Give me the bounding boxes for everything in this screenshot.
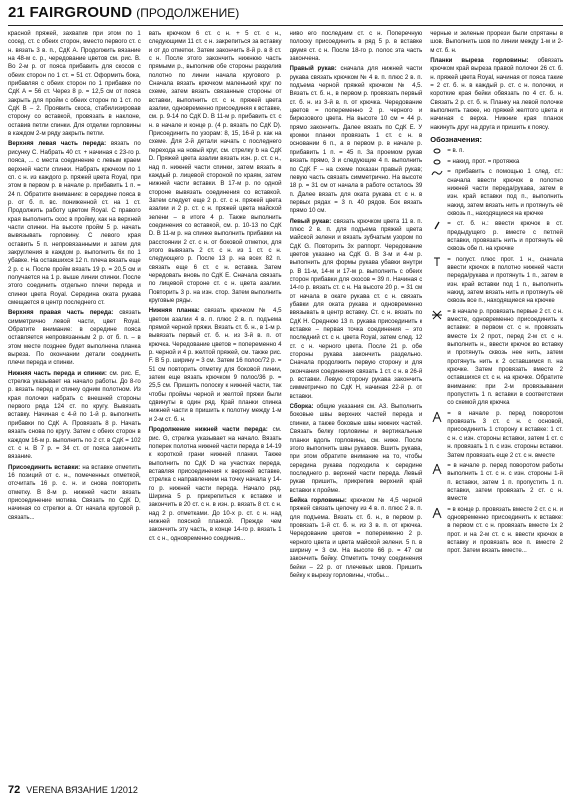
- paragraph-text: вязать по рисунку С. Набрать 40 ст. + начиная с 23-го р. пояса, ... с места соединение с левым краем верхней части спинки. Набрать крючком по 1 сп. с н. из каждого р. пряжей цвета Royal, при этом в первом р. в начале р. прибавить 1 п. = 24 п. Обратите внимание: в середине пояса в р. от б. п. вс. пониженной ст. на 1 ст. Продолжить работу цветом Royal. С правого края выполнить скос в пройму, как на верхней части спинки. На высоте пройм 5 р. начать вывязывать горловину. С левого края оставить 5 п. непровязанными и затем для закругления в каждом р. выполнить 6х по 1 убавке. На оставшихся 12 п. плеча вязать еще 2 р. с н. После пройм вязать 19 р. = 20,5 см и получается на 1 р. выше линии спинки. После этого соединить отдельно плечи переда и спинки цвета Royal. Середина оката рукава смещается в центр последнего ст.: [8, 140, 141, 306]
- column-4: [430, 30, 563, 778]
- section-heading: Левый рукав:: [289, 217, 332, 225]
- legend-item: [430, 256, 563, 306]
- paragraph: [430, 30, 563, 55]
- page-number: 72: [8, 784, 21, 796]
- legend-item: [430, 147, 563, 155]
- paragraph: [149, 307, 282, 424]
- legend-text: = накид, прот. = протяжка: [447, 157, 520, 165]
- paragraph: [149, 426, 282, 543]
- legend-text: = в начале р. перед поворотом работы выполнить 1 ст. с н. с изн. стороны 1-й п. вставки, затем 1 п. пропустить 1 п. вставки, затем провязать 2 ст. с н. вместе: [447, 461, 563, 503]
- legend-item: [430, 410, 563, 460]
- paragraph: [290, 65, 423, 215]
- paragraph: [290, 30, 423, 63]
- section-heading: Нижняя планка:: [148, 307, 200, 315]
- paragraph: [8, 140, 141, 307]
- legend-text: = полуст. плюс прот. 1 н., сначала ввести крючок в полотно нижней части переда/рукава и протянуть 1 п., затем в изн. край вставки под 1 п., выполнить накид, затем вязать нить и протянуть её сквозь все п., находящиеся на крючке: [447, 255, 563, 305]
- legend-item: [430, 308, 563, 408]
- paragraph: [149, 30, 282, 305]
- legend-item: [430, 462, 563, 504]
- text-columns: [8, 30, 563, 778]
- paragraph: [8, 370, 141, 462]
- legend-text: = прибавить с помощью 1 след. ст.: сначала ввести крючок в полотно нижней части переда/рукава, затем в изн. край вставки под п., выполнить накид, затем вязать нить и протянуть её сквозь п., находящиеся на крючке: [447, 168, 563, 217]
- paragraph-text: см. рис. Е, стрелка указывает на начало работы. До 8-го р. вязать перед и спинку одним полотном. Из края полочки набрать с внешней стороны первого ряда 124 ст. по кругу. Вывязать вставку. Начиная с 4-й по 1-й р. выполнить прибавки по СдК А. Провязать 8 р. Начать вязать снова по кругу. Затем с обеих сторон в каждом 16-м р. выполнить по 2 ст. в СдК = 102 ст. с н. В 7 р. = 34 ст. от пояса закончить вязание.: [8, 369, 141, 461]
- crochet-symbol-icon: [430, 462, 444, 475]
- section-heading: Нижняя часть переда и спинки:: [8, 369, 107, 377]
- paragraph-text: черные и зеленые прорези были спрятаны в шов. Выполнить шов по линии между 1-м и 2-м ст. б. н.: [430, 30, 563, 54]
- paragraph-text: вать крючком 6 ст. с н. + 5 ст. с н., следующими 11 ст. с н. закрепиться за вставку и от до отметки. Затем закончить 8-й р. в 8 ст. с н. После этого закончить нижнюю часть прямыми р., выполнив обе стороны разделив полотно по линии начала кругового р. Сначала вязать крючком маленький круг по схеме, затем вязать связанные стороны от вставки, выполнить ст. с н. пряжей цвета азалии, одновременно присоединяя к вставке, см. р. 9-14 по СдК D. В 11-м р. прибавить ст. с н. в начале и конце р. (4 р. вязать по СдК D). Присоединить по узорам: 8, 15, 16-й р. как на схеме. Для 2-й детали начать с последнего перехода на новый круг, см. стрелку b на СдК D. Пряжей цвета азалии вязать изн. р. ст. с н., над п. нижней части спинки, затем вязать в каждый р. лицевой стороной по краям, затем нижней части вставки. В 17-м р. по одной стороне вывязать соединения со вставкой. Затем следует еще 2 р. ст. с н. пряжей цвета азалии и 2 р. ст. с н. пряжей цвета майской зелени – в итоге 4 р. Также выполнить соединения со вставкой, см. р. 10-13 по СдК D. В 11-м р. на спинке выполнить прибавки на расстоянии 2 ст. с н. от боковой отметки, для этого вывязать 2 ст. с н. из 1 ст. с н. следующего р. После 13 р. на всех 82 п. связать еще 6 ст. с н. вставка. Затем чередовать вновь по СдК Е. Сначала связать по лицевой стороне ст. с н. цвета азалии. Повторить 3 р. на изн. стор. Затем выполнить круговые ряды.: [148, 30, 282, 304]
- legend-item: [430, 158, 563, 166]
- paragraph-text: ниво его последним ст. с н. Поперечную полоску присоединить в ряд 5 р. в вставке двумя ст. с н. После 18-го р. полос эта часть закончена.: [289, 30, 423, 63]
- legend-heading: Обозначения:: [430, 135, 482, 145]
- paragraph: [290, 403, 423, 495]
- section-heading: Продолжение нижней части переда:: [148, 426, 268, 434]
- column-2: [149, 30, 282, 778]
- paragraph-text: красной пряжей, захватив при этом по 1 сосед. ст. с обеих сторон, вместо первого ст. с н. вязать 3 в. п., СдК А. Продолжить вязание на 48-м с. р., чередование цветов см. рис. В. Во 2-м р. от пояса прибавить для скосов с обеих сторон по 1 ст. = 51 ст. Оформить бока, прибавляя с обеих сторон по 1 прибавке по СдК А = 56 ст. Через 8 р. = 12,5 см от пояса закрыть для пройм с обеих сторон по 1 ст. по СдК В – 2. Проявить скоса, стабилизировав сторону со вставкой, провязать в наклоне, оставив петли спинки. Для отделки горловины в каждом 2-м ряду закрыть петли.: [8, 30, 141, 138]
- legend-text: = в. п.: [447, 147, 465, 155]
- page-subtitle: (ПРОДОЛЖЕНИЕ): [136, 6, 240, 20]
- paragraph-text: см. рис. G, стрелка указывает на начало. Вязать поперек полотна нижней части переда в 14-19 к короткой грани нижней планки. Также выполнить по СдК D на участках переда, вставляя присоединения к верхней вставке, стрелка с направлением на точку начала у 14-го р. нижней части переда. Начало ряд. Ширина 5 р. прикрепиться к вставке и закончить в 20 ст. с н. в изн. р. вязать 8 ст. с н. над 2 р. отметками. До 10-х р. ст. с н. над нижней поясной планкой. Прежде чем закончить эту часть, в конце 14-го р. вязать 1 ст. с н., одновременно соединив...: [148, 426, 282, 542]
- legend-text: = в начале р. перед поворотом провязать 3 ст. с н. с основой, присоединить 1 сторону к вставке: 1 ст. с н. с изн. стороны вставки, затем 1 ст. с н. провязать 1 п. с изн. стороны вставки. Затем провязать еще 2 ст. с н. вместе: [447, 409, 563, 459]
- section-heading: Планки выреза горловины:: [430, 57, 529, 65]
- crochet-symbol-icon: [430, 158, 444, 165]
- paragraph-text: связать крючком цвета 11 в. п. плюс 2 в. п. для подъема пряжей цвета майской зелени и вязать зубчатым узором по СдК G. Повторить 3х раппорт. Чередование цветов указано на СдК G. В 3-м и 4-м р. выполнить для формы рукава убавки внутри р. В 11-м, 14-м и 17-м р. выполнить с обеих сторон прибавки для скосов = 39 п. Начиная с 14-го р. вязать ст. с н. На высоте 20 р. = 31 см от начала в окате рукава ст. с н. связать убавки для оката рукава и одновременно ввязывать в центр вставку. Ст. с н. вязать по СдК Н. Среднюю 13 п. рукава присоединить к вставке – первая точка соединения – это последний ст. с н. цвета Royal, затем след. 12 ст. с н. черного цвета. После 21 р. обе стороны рукава закончить раздельно. Сначала продолжить первую сторону и для окончания соединения связать 1 ст. с н. в 26-й р. вставки. Левую сторону рукава закончить симметрично по СдК Н, начиная 22-й р. от вставки.: [289, 217, 423, 400]
- legend-text: = в начале р. провязать первые 2 ст. с н. вместе, одновременно присоединить к вставке: в первом ст. с н. провязать вместе 1х 2 прот., перед 2-м ст. с н. выполнить н., ввести крючок во вставку и протянуть сквозь нее нить, затем протянуть нить к 2 оставшимся п. на крючке. Затем провязать вместе 2 оставшихся ст. с н. на крючке. Обратите внимание: при 2-м провязывании пропустить 1 п. вставки в соответствии со схемой для крючка: [447, 307, 563, 407]
- paragraph-text: общие указания см. А3. Выполнить боковые швы верхних частей переда и спинки, а также боковые швы нижних частей. Связать белку горловины и вертикальные планки вдоль горловины, см. ниже. После этого выполнить швы рукавов. Вшить рукава, при этом обратите внимание на то, чтобы середина рукава подходила к середине последнего р. верхней части переда. Левый рукав пришить, прикрепив верхний край вставки к пройме.: [289, 403, 423, 494]
- paragraph: [8, 464, 141, 522]
- legend-item: [430, 220, 563, 253]
- crochet-symbol-icon: [430, 308, 444, 321]
- page-title: 21 FAIRGROUND: [8, 4, 133, 21]
- section-heading: Верхняя левая часть переда:: [8, 140, 107, 148]
- crochet-symbol-icon: [430, 256, 444, 267]
- paragraph-text: сначала для нижней части рукава связать крючком № 4 в. п. плюс 2 в. п. подъема черной пряжей крючком № 4,5. Вязать ст. б. н., в первом р. провязать первый ст. б. н. из 3-й в. п. от крючка. Чередование цветов = попеременно 2 р. черного и бирюзового цвета. На высоте 10 см = 44 р. прямо закончить. Далее вязать по СдК Е. У кромки планки провязать 1 ст. с н. в основании 6 п., а в первом р. в начале р. прибавить 1 п. = 45 п. За проемом рукав вязать прямо, 3 и следующие 4 п. выполнить по СдК F – на схеме показан правый рукав; левую часть связать симметрично. На высоте 18 р. = 31 см от начала в работе осталось 39 п. Далее вязать для оката рукава ст. с н. в первых рядах = 3 п. 40 рядов. Бок вязать прямо 10 см.: [289, 65, 423, 215]
- crochet-symbol-icon: [430, 220, 444, 230]
- page-header: [8, 4, 563, 26]
- paragraph: [8, 309, 141, 367]
- paragraph: [8, 30, 141, 138]
- legend-item: [430, 506, 563, 556]
- column-1: [8, 30, 141, 778]
- paragraph-text: связать крючком № 4,5 цветом азалии 4 в. п. плюс 2 в. п. подъема прямой черной пряжи. Вязать ст. б. н., в 1-м р. вывязать первый ст. б. н. из 3-й в. п. от крючка. Чередование цветов = попеременно 4 р. черной и 4 р. желтой пряжей, см. также рис. F. В 5 р. ширину = 3 см. Затем 16 полос/72 р. = 51 см повторить отметку для боковой линии, затем еще вязать крючком 9 полос/36 р. = 25,5 см. Пришить полоску к нижней части, так чтобы проймы черной и желтой пряжи были сдвинуты в один ряд. Край планки спинка нижней части в пришить к полотну между 1-м и 2-м ст. б. н.: [148, 307, 282, 423]
- crochet-symbol-icon: [430, 410, 444, 423]
- crochet-symbol-icon: [430, 168, 444, 177]
- section-heading: Присоединить вставки:: [8, 463, 81, 471]
- section-heading: Верхняя правая часть переда:: [8, 309, 114, 317]
- magazine-name: VERENA ВЯЗАНИЕ 1/2012: [26, 785, 138, 795]
- section-heading: Бейка горловины:: [289, 496, 347, 504]
- section-heading: Сборка:: [289, 403, 314, 411]
- paragraph: [290, 497, 423, 580]
- paragraph: [290, 218, 423, 402]
- paragraph-text: на вставке отметить 16 позиций от с. н., помеченных отметкой, отсчитать 16 р. с. н. и снова повторить отметку. В 8-м р. нижней части вязать присоединение мотива. Связать по СдК D, начиная со стрелки а. От начала круговой р. связать...: [8, 463, 141, 521]
- page-footer: [8, 784, 563, 798]
- paragraph-text: крючком № 4,5 черной пряжей связать цепочку из 4 в. п. плюс 2 в. п. для подъема. Вязать ст. б. н., в первом р. провязать 1-й ст. б. н. из 3 в. п. от крючка. Чередование цветов = попеременно 2 р. черного цвета и цвета майской зелени. 5 п. в ширину = 3 см. На высоте 66 р. = 47 см закончить бейку. Отметить точку соединения бейки – 22 р. от плечевых швов. Пришить бейку к вырезу горловины, чтобы...: [289, 496, 423, 579]
- column-3: [290, 30, 423, 778]
- legend-item: [430, 168, 563, 218]
- paragraph: [430, 57, 563, 132]
- header-rule: [8, 25, 563, 26]
- paragraph-text: обвязать крючком край выреза правой полочки 26 ст. б. н. пряжей цвета Royal, начиная от пояса такие = 2 ст. б. н. в каждый р. ст. с н. полочки, и короткие края бейки обвязать по 4 ст. б. н. Связать 2 р. ст. б. н. Планку на левой полочке выполнить также, но пряжей желтого цвета и начиная с верха. Нижние края планок накинуть друг на друга и пришить к поясу.: [430, 57, 563, 131]
- legend-text: = ст. б. н.: ввести крючок в ст. предыдущего р. вместе с петлей вставки, провязать нить и протянуть её сквозь обе п. на крючке: [447, 220, 563, 253]
- crochet-symbol-icon: [430, 506, 444, 519]
- crochet-symbol-icon: [430, 147, 444, 154]
- section-heading: Правый рукав:: [289, 65, 337, 73]
- paragraph-text: связать симметрично левой части, цвет Royal. Обратите внимание: в середине пояса оставляется непровязанным 2 р. от б. п. – в этом месте позднее будет выполнена планка выреза. По окончании детали соединить плечи переда и спинки.: [8, 309, 141, 367]
- legend-text: = в конце р. провязать вместе 2 ст. с н. и одновременно присоединить к вставке: в первом ст. с н. провязать вместе 1х 2 прот. и на 2-м ст. с н. ввести крючок в вставку и провязать все п. вместе 2 прот. Затем вязать вместе...: [447, 505, 563, 555]
